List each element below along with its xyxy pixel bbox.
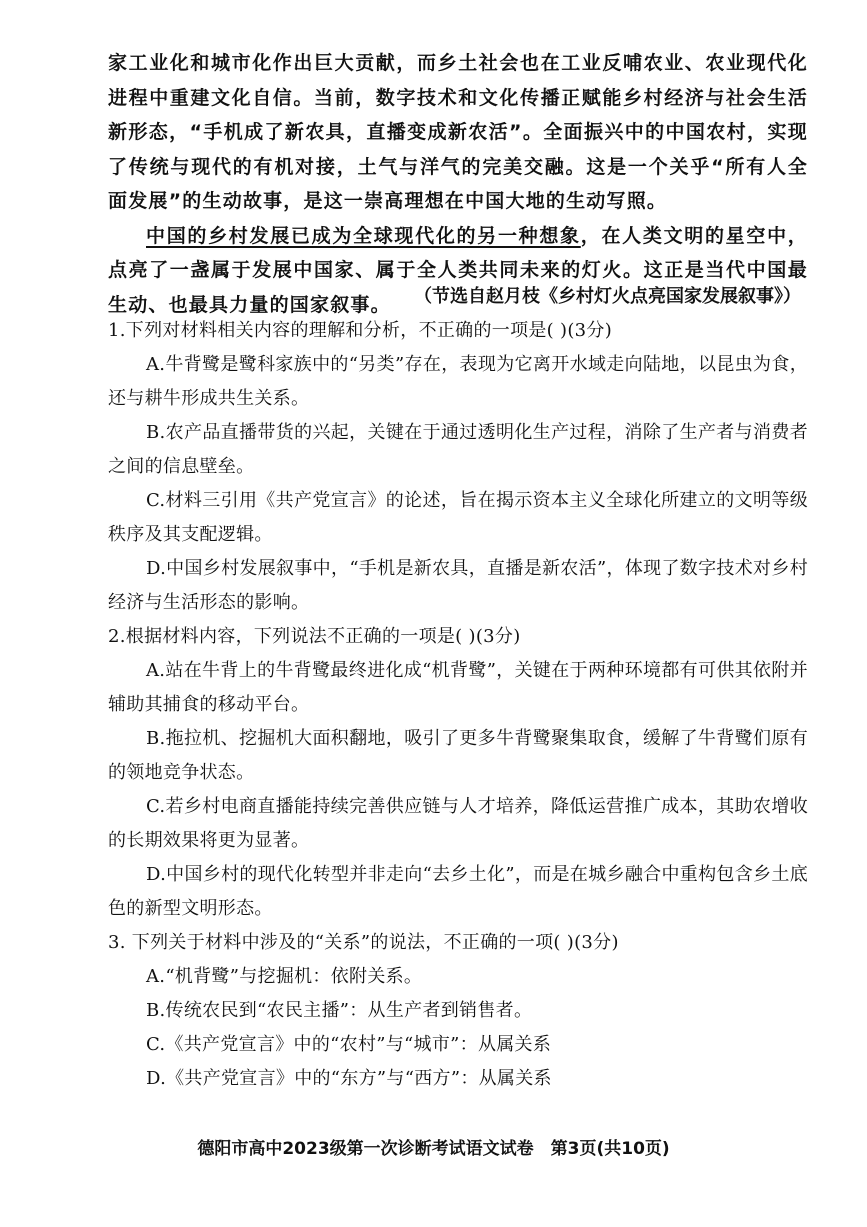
option-a: A.牛背鹭是鹭科家族中的“另类”存在，表现为它离开水域走向陆地，以昆虫为食，还与耕牛形成共生关系。	[108, 354, 808, 409]
page-footer: 德阳市高中2023级第一次诊断考试语文试卷 第3页(共10页)	[197, 1139, 670, 1159]
underlined-sentence: 中国的乡村发展已成为全球现代化的另一种想象	[146, 224, 581, 247]
option-d: D.《共产党宣言》中的“东方”与“西方”：从属关系	[146, 1068, 552, 1089]
question-stem: 2.根据材料内容，下列说法不正确的一项是( )(3分)	[108, 626, 521, 647]
question-3	[108, 926, 808, 1096]
passage-source: （节选自赵月枝《乡村灯火点亮国家发展叙事》）	[414, 286, 801, 307]
option-a: A.站在牛背上的牛背鹭最终进化成“机背鹭”，关键在于两种环境都有可供其依附并辅助其捕食的移动平台。	[108, 660, 808, 715]
option-b: B.拖拉机、挖掘机大面积翻地，吸引了更多牛背鹭聚集取食，缓解了牛背鹭们原有的领地竞争状态。	[108, 728, 808, 783]
option-b: B.传统农民到“农民主播”：从生产者到销售者。	[146, 1000, 533, 1021]
option-b: B.农产品直播带货的兴起，关键在于通过透明化生产过程，消除了生产者与消费者之间的信息壁垒。	[108, 422, 808, 477]
reading-passage	[108, 46, 808, 322]
option-c: C.若乡村电商直播能持续完善供应链与人才培养，降低运营推广成本，其助农增收的长期效果将更为显著。	[108, 796, 808, 851]
option-d: D.中国乡村的现代化转型并非走向“去乡土化”，而是在城乡融合中重构包含乡土底色的新型文明形态。	[108, 864, 808, 919]
question-stem: 3. 下列关于材料中涉及的“关系”的说法，不正确的一项( )(3分)	[108, 932, 619, 953]
passage-paragraph-2-rest: ，在人类文明的星空中，点亮了一盏属于发展中国家、属于全人类共同未来的灯火。这正是当代中国最生动、也最具力量的国家叙事。	[108, 224, 808, 316]
option-d: D.中国乡村发展叙事中，“手机是新农具，直播是新农活”，体现了数字技术对乡村经济与生活形态的影响。	[108, 558, 808, 613]
option-c: C.材料三引用《共产党宣言》的论述，旨在揭示资本主义全球化所建立的文明等级秩序及其支配逻辑。	[108, 490, 808, 545]
passage-paragraph-1: 家工业化和城市化作出巨大贡献，而乡土社会也在工业反哺农业、农业现代化进程中重建文化自信。当前，数字技术和文化传播正赋能乡村经济与社会生活新形态，“手机成了新农具，直播变成新农活”。全面振兴中的中国农村，实现了传统与现代的有机对接，土气与洋气的完美交融。这是一个关乎“所有人全面发展”的生动故事，是这一崇高理想在中国大地的生动写照。	[108, 52, 808, 212]
question-2	[108, 620, 808, 926]
question-1	[108, 314, 808, 620]
option-c: C.《共产党宣言》中的“农村”与“城市”：从属关系	[146, 1034, 552, 1055]
question-stem: 1.下列对材料相关内容的理解和分析，不正确的一项是( )(3分)	[108, 320, 613, 341]
question-list	[108, 314, 808, 1096]
option-a: A.“机背鹭”与挖掘机：依附关系。	[146, 966, 423, 987]
